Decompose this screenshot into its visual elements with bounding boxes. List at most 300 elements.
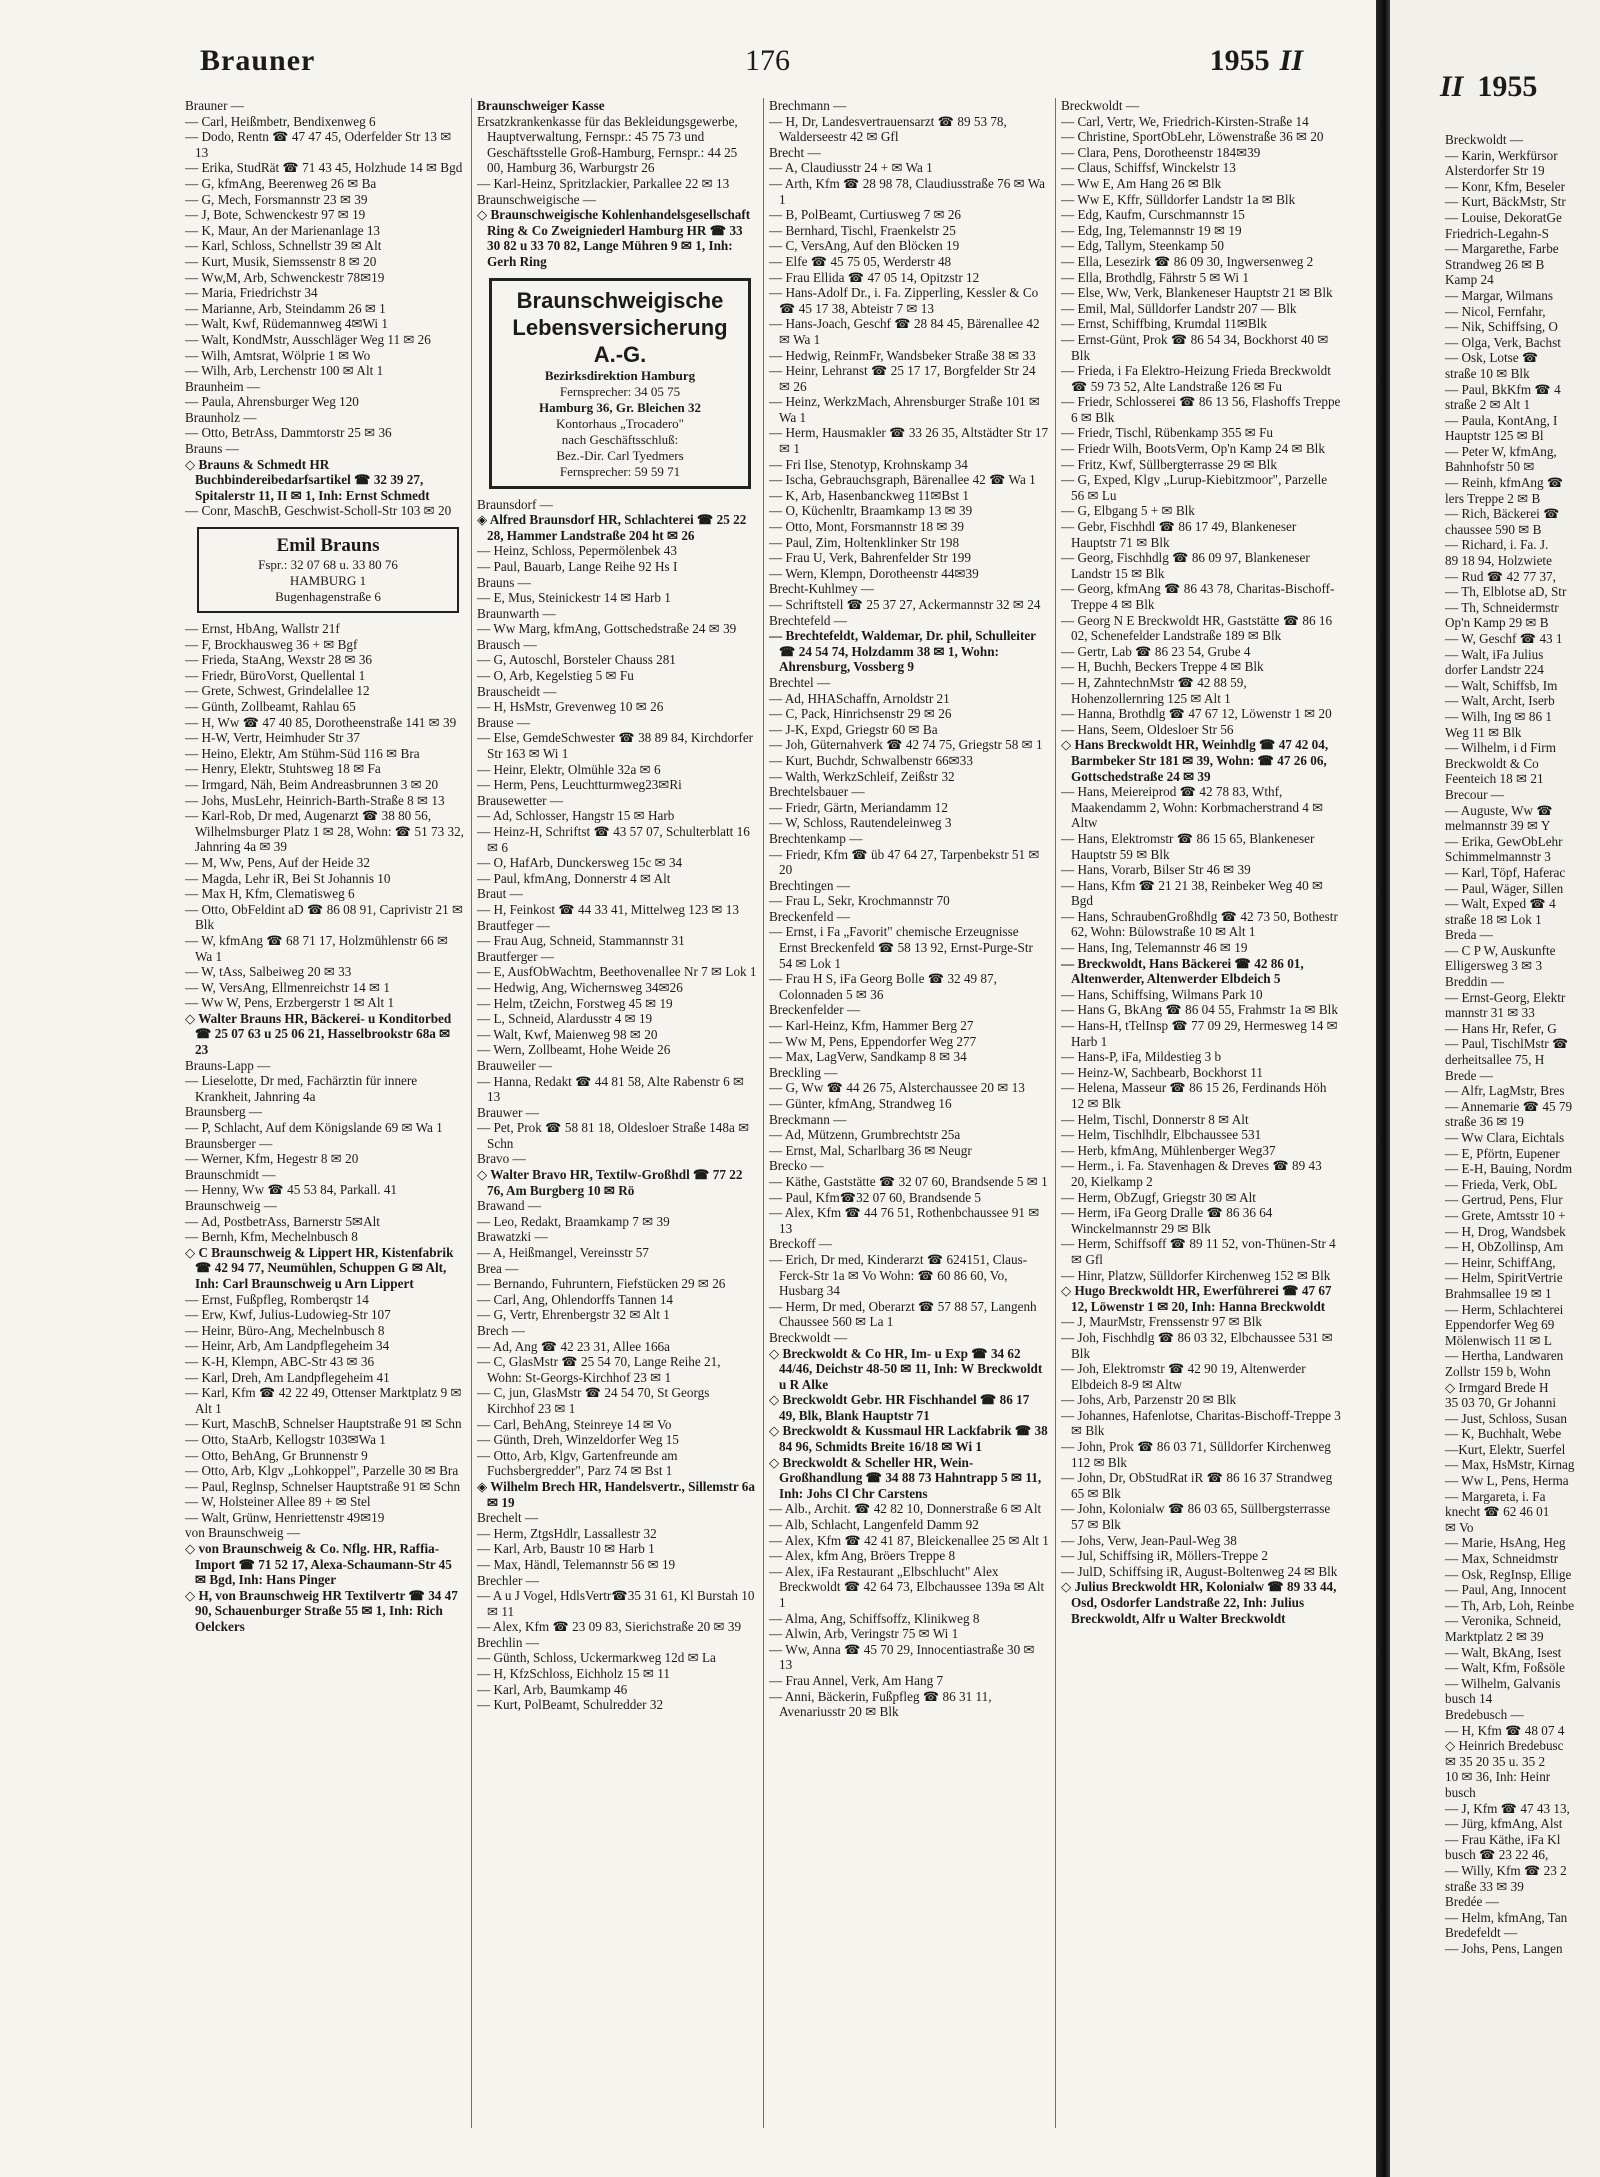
directory-entry: — Ischa, Gebrauchsgraph, Bärenallee 42 ☎ Wa 1 <box>769 472 1036 488</box>
directory-entry: — Georg, Fischhdlg ☎ 86 09 97, Blankeneser Landstr 15 ✉ Blk <box>1061 550 1310 581</box>
directory-entry: Brauns — <box>477 574 531 590</box>
adjacent-page-entry: — Margar, Wilmans <box>1445 287 1553 303</box>
directory-entry: — Paul, Bauarb, Lange Reihe 92 Hs I <box>477 558 678 574</box>
directory-entry: Braunschmidt — <box>185 1166 276 1182</box>
directory-entry: Brechtel — <box>769 674 831 690</box>
directory-entry: — Alex, Kfm ☎ 44 76 51, Rothenbchaussee 91 ✉ 13 <box>769 1205 1040 1236</box>
directory-entry: — A, Heißmangel, Vereinsstr 57 <box>477 1245 649 1261</box>
directory-entry: Breckenfeld — <box>769 908 850 924</box>
adjacent-page-entry: — Margarethe, Farbe <box>1445 241 1559 257</box>
directory-entry: — Heinr, Elektr, Olmühle 32a ✉ 6 <box>477 761 661 777</box>
directory-entry: — Karl-Rob, Dr med, Augenarzt ☎ 38 80 56, Wilhelmsburger Platz 1 ✉ 28, Wohn: ☎ 51 73 32, Jahnring 4a ✉ 39 <box>185 808 464 855</box>
directory-entry: — Alex, Kfm ☎ 42 41 87, Bleickenallee 25 ✉ Alt 1 <box>769 1532 1049 1548</box>
directory-entry: — Ella, Lesezirk ☎ 86 09 30, Ingwersenweg 2 <box>1061 253 1314 269</box>
directory-entry: — Ww, Anna ☎ 45 70 29, Innocentiastraße 30 ✉ 13 <box>769 1641 1035 1673</box>
directory-entry: — Ernst, Mal, Scharlbarg 36 ✉ Neugr <box>769 1142 972 1158</box>
directory-entry: — G, Exped, Klgv „Lurup-Kiebitzmoor", Parzelle 56 ✉ Lu <box>1061 472 1328 503</box>
directory-entry: — Walth, WerkzSchleif, Zeißstr 32 <box>769 768 955 784</box>
directory-entry: Braunschweig — <box>185 1198 277 1213</box>
ad-lv-address: Hamburg 36, Gr. Bleichen 32 <box>538 399 702 415</box>
directory-entry: — Ww W, Pens, Erzbergerstr 1 ✉ Alt 1 <box>185 995 395 1011</box>
directory-entry: — Alex, Kfm ☎ 23 09 83, Sierichstraße 20 ✉ 39 <box>477 1619 742 1635</box>
directory-entry: — E, AusfObWachtm, Beethovenallee Nr 7 ✉ Lok 1 <box>477 964 757 980</box>
adjacent-page-entry: Brahmsallee 19 ✉ 1 <box>1445 1285 1552 1301</box>
directory-entry: — Schriftstell ☎ 25 37 27, Ackermannstr 32 ✉ 24 <box>769 597 1041 612</box>
adjacent-page-column <box>1445 132 1600 1956</box>
directory-entry: — W, kfmAng ☎ 68 71 17, Holzmühlenstr 66 ✉ Wa 1 <box>185 932 449 964</box>
adjacent-page-entry: — E-H, Bauing, Nordm <box>1445 1161 1573 1177</box>
directory-entry: — Paula, Ahrensburger Weg 120 <box>185 394 359 410</box>
directory-entry: — Ernst, i Fa „Favorit" chemische Erzeugnisse Ernst Breckenfeld ☎ 58 13 92, Ernst-Purge-Str 54 ✉ Lok 1 <box>769 924 1033 971</box>
directory-entry: — Günth, Zollbeamt, Rahlau 65 <box>185 699 356 714</box>
directory-entry: — Pet, Prok ☎ 58 81 18, Oldesloer Straße 148a ✉ Schn <box>477 1120 750 1151</box>
directory-entry: — Georg, kfmAng ☎ 86 43 78, Charitas-Bischoff-Treppe 4 ✉ Blk <box>1061 581 1335 612</box>
adjacent-page-entry: — Ww Clara, Eichtals <box>1445 1130 1565 1145</box>
adjacent-page-entry: Marktplatz 2 ✉ 39 <box>1445 1629 1544 1644</box>
directory-entry: ◇ Walter Brauns HR, Bäckerei- u Konditorbed ☎ 25 07 63 u 25 06 21, Hasselbrookstr 68a ✉ 23 <box>185 1010 452 1058</box>
adjacent-page-entry: Kamp 24 <box>1445 272 1494 288</box>
directory-entry: — Hans, Vorarb, Bilser Str 46 ✉ 39 <box>1061 862 1251 878</box>
directory-entry: — Karl-Heinz, Kfm, Hammer Berg 27 <box>769 1018 974 1034</box>
directory-entry: Brecht-Kuhlmey — <box>769 581 875 597</box>
adjacent-page-entry: — Auguste, Ww ☎ <box>1445 802 1553 818</box>
adjacent-page-entry: busch ☎ 23 22 46, <box>1445 1847 1549 1863</box>
adjacent-page-entry: straße 33 ✉ 39 <box>1445 1878 1524 1894</box>
directory-entry: — Ernst, Fußpfleg, Romberqstr 14 <box>185 1291 369 1307</box>
directory-entry: — Ernst-Günt, Prok ☎ 86 54 34, Bockhorst 40 ✉ Blk <box>1061 331 1329 363</box>
directory-entry: — Otto, Arb, Klgv, Gartenfreunde am Fuchsbergredder", Parz 74 ✉ Bst 1 <box>477 1447 678 1479</box>
directory-entry: Brausewetter — <box>477 792 564 808</box>
adjacent-page-entry: busch <box>1445 1784 1476 1800</box>
adjacent-page-entry: — Karin, Werkfürsor <box>1445 147 1558 163</box>
directory-entry: — Frau L, Sekr, Krochmannstr 70 <box>769 893 950 909</box>
adjacent-page-entry: — Helm, kfmAng, Tan <box>1445 1909 1568 1925</box>
directory-entry: Brautferger — <box>477 948 555 964</box>
directory-entry: — Walt, Kwf, Rüdemannweg 4✉Wi 1 <box>185 316 388 332</box>
directory-entry: — Irmgard, Näh, Beim Andreasbrunnen 3 ✉ 20 <box>185 776 439 792</box>
directory-entry: Breckmann — <box>769 1111 847 1127</box>
directory-entry: — Carl, Ang, Ohlendorffs Tannen 14 <box>477 1291 674 1307</box>
directory-entry: — Herm., i. Fa. Stavenhagen & Dreves ☎ 89 43 20, Kielkamp 2 <box>1061 1158 1322 1189</box>
directory-entry: Brecht — <box>769 144 821 160</box>
directory-entry: Brechtefeld — <box>769 612 847 628</box>
directory-entry: — Carl, Vertr, We, Friedrich-Kirsten-Straße 14 <box>1061 113 1309 129</box>
adjacent-page-entry: — Wilhelm, Galvanis <box>1445 1675 1561 1691</box>
directory-entry: — Karl, Kfm ☎ 42 22 49, Ottenser Marktplatz 9 ✉ Alt 1 <box>185 1385 462 1416</box>
directory-entry: — J-K, Expd, Griegstr 60 ✉ Ba <box>769 721 938 737</box>
adjacent-page-entry: Bredebusch — <box>1445 1706 1524 1722</box>
directory-entry: Breckenfelder — <box>769 1002 861 1018</box>
directory-entry: — Johs, Arb, Parzenstr 20 ✉ Blk <box>1061 1392 1237 1408</box>
adjacent-page-entry: 89 18 94, Holzwiete <box>1445 553 1552 569</box>
directory-entry: — Clara, Pens, Dorotheenstr 184✉39 <box>1061 144 1261 160</box>
directory-entry: — O, Küchenltr, Braamkamp 13 ✉ 39 <box>769 503 973 519</box>
directory-entry: — Frau Ellida ☎ 47 05 14, Opitzstr 12 <box>769 269 980 285</box>
adjacent-page-entry: — Th, Schneidermstr <box>1445 599 1559 615</box>
directory-entry: Brechler — <box>477 1572 539 1588</box>
directory-entry: — H, Ww ☎ 47 40 85, Dorotheenstraße 141 ✉ 39 <box>185 714 457 730</box>
directory-entry: Breckling — <box>769 1064 838 1080</box>
adjacent-page-entry: Schimmelmannstr 3 <box>1445 849 1551 865</box>
directory-entry: — Hans-P, iFa, Mildestieg 3 b <box>1061 1049 1222 1065</box>
adjacent-page-entry: — Louise, DekoratGe <box>1445 209 1562 225</box>
directory-entry: — Alex, iFa Restaurant „Elbschlucht" Alex Breckwoldt ☎ 42 64 73, Elbchaussee 139a ✉ Alt 1 <box>769 1563 1045 1610</box>
ad-emil-phone: Fspr.: 32 07 68 u. 33 80 76 <box>258 557 398 573</box>
adjacent-page-entry: — Just, Schloss, Susan <box>1445 1410 1568 1426</box>
adjacent-page-entry: lers Treppe 2 ✉ B <box>1445 490 1541 506</box>
adjacent-page-entry: straße 2 ✉ Alt 1 <box>1445 397 1531 413</box>
column-1 <box>185 98 465 2138</box>
directory-entry: — W, tAss, Salbeiweg 20 ✉ 33 <box>185 964 352 980</box>
directory-entry: — K-H, Klempn, ABC-Str 43 ✉ 36 <box>185 1353 375 1369</box>
directory-entry: — Anni, Bäckerin, Fußpfleg ☎ 86 31 11, Avenariusstr 20 ✉ Blk <box>769 1688 992 1720</box>
directory-entry: — Max, LagVerw, Sandkamp 8 ✉ 34 <box>769 1049 967 1065</box>
directory-entry: — Kurt, PolBeamt, Schulredder 32 <box>477 1697 664 1713</box>
adjacent-page-entry: — Reinh, kfmAng ☎ <box>1445 475 1564 491</box>
adjacent-page-entry: Breckwoldt & Co <box>1445 755 1539 771</box>
directory-entry: Braunsdorf — <box>477 496 553 512</box>
directory-entry: — Hans, Seem, Oldesloer Str 56 <box>1061 721 1234 737</box>
directory-entry: — Maria, Friedrichstr 34 <box>185 285 318 301</box>
directory-entry: — Helena, Masseur ☎ 86 15 26, Ferdinands Höh 12 ✉ Blk <box>1061 1080 1327 1111</box>
adjacent-page-entry: — Osk, RegInsp, Ellige <box>1445 1566 1572 1582</box>
directory-entry: — Otto, Arb, Klgv „Lohkoppel", Parzelle 30 ✉ Bra <box>185 1463 459 1479</box>
directory-entry: — Dodo, Rentn ☎ 47 47 45, Oderfelder Str 13 ✉ 13 <box>185 129 452 160</box>
directory-entry: — Joh, Elektromstr ☎ 42 90 19, Altenwerder Elbdeich 8-9 ✉ Altw <box>1061 1361 1306 1392</box>
adjacent-page-entry: — Th, Elblotse aD, Str <box>1445 584 1567 600</box>
adjacent-page-entry: Brecour — <box>1445 786 1504 802</box>
adjacent-page-entry: Alsterdorfer Str 19 <box>1445 163 1545 179</box>
directory-entry: ◇ von Braunschweig & Co. Nflg. HR, Raffia-Import ☎ 71 52 17, Alexa-Schaumann-Str 45 ✉ Bgd, Inh: Hans Pinger <box>185 1541 452 1588</box>
directory-entry: — Friedr, BüroVorst, Quellental 1 <box>185 667 366 683</box>
adjacent-page-entry: — Annemarie ☎ 45 79 <box>1445 1098 1573 1114</box>
adjacent-page-entry: — Paul, TischlMstr ☎ <box>1445 1036 1569 1052</box>
ad-emil-city: HAMBURG 1 <box>289 573 367 589</box>
adjacent-page-entry: — Frieda, Verk, ObL <box>1445 1176 1558 1192</box>
directory-entry: — H, Feinkost ☎ 44 33 41, Mittelweg 123 ✉ 13 <box>477 901 739 917</box>
adjacent-page-entry: — Johs, Pens, Langen <box>1445 1940 1563 1956</box>
directory-entry: — Otto, Mont, Forsmannstr 18 ✉ 39 <box>769 519 964 535</box>
directory-entry: Brawand — <box>477 1198 542 1214</box>
directory-entry: — Fri Ilse, Stenotyp, Krohnskamp 34 <box>769 456 968 472</box>
directory-entry: — Frieda, i Fa Elektro-Heizung Frieda Breckwoldt ☎ 59 73 52, Alte Landstraße 126 ✉ Fu <box>1061 363 1331 394</box>
directory-entry: Brauns — <box>185 441 239 457</box>
adjacent-page-entry: — Walt, iFa Julius <box>1445 646 1544 662</box>
directory-entry: — Joh, Güternahverk ☎ 42 74 75, Griegstr 58 ✉ 1 <box>769 737 1043 753</box>
directory-entry: — Günter, kfmAng, Strandweg 16 <box>769 1096 952 1111</box>
adjacent-page-entry: ✉ 35 20 35 u. 35 2 <box>1445 1753 1546 1769</box>
column-rule <box>1055 98 1056 2128</box>
adjacent-page-entry: straße 36 ✉ 19 <box>1445 1114 1524 1130</box>
directory-entry: — Hans, Elektromstr ☎ 86 15 65, Blankeneser Hauptstr 59 ✉ Blk <box>1061 830 1315 862</box>
directory-entry: — John, Dr, ObStudRat iR ☎ 86 16 37 Strandweg 65 ✉ Blk <box>1061 1470 1333 1501</box>
directory-entry: — Carl, Heißmbetr, Bendixenweg 6 <box>185 113 376 129</box>
directory-entry: — Herb, kfmAng, Mühlenberger Weg37 <box>1061 1142 1276 1158</box>
adjacent-page-entry: — Walt, Exped ☎ 4 <box>1445 896 1556 912</box>
adjacent-page-entry: — Karl, Töpf, Haferac <box>1445 864 1566 880</box>
adjacent-page-entry: — Olga, Verk, Bachst <box>1445 334 1561 350</box>
adjacent-page-entry: — Marie, HsAng, Heg <box>1445 1535 1566 1551</box>
directory-entry: — Frau H S, iFa Georg Bolle ☎ 32 49 87, Colonnaden 5 ✉ 36 <box>769 971 997 1002</box>
directory-entry: — Herm, Pens, Leuchtturmweg23✉Ri <box>477 777 682 793</box>
adjacent-page-entry: — Konr, Kfm, Beseler <box>1445 178 1565 194</box>
ad-emil-name: Emil Brauns <box>276 535 380 557</box>
directory-entry: — Brechtefeldt, Waldemar, Dr. phil, Schulleiter ☎ 24 54 74, Holzdamm 38 ✉ 1, Wohn: Ahrensburg, Vossberg 9 <box>769 628 1036 675</box>
directory-entry: — O, Arb, Kegelstieg 5 ✉ Fu <box>477 668 634 684</box>
directory-entry: — Friedr, Kfm ☎ üb 47 64 27, Tarpenbekstr 51 ✉ 20 <box>769 846 1040 878</box>
directory-entry: — Henry, Elektr, Stuhtsweg 18 ✉ Fa <box>185 761 381 777</box>
adjacent-page-entry: Op'n Kamp 29 ✉ B <box>1445 615 1549 631</box>
directory-entry: — Günth, Dreh, Winzeldorfer Weg 15 <box>477 1432 679 1448</box>
adjacent-page-entry: — H, Kfm ☎ 48 07 4 <box>1445 1722 1565 1738</box>
adjacent-page-entry: Mölenwisch 11 ✉ L <box>1445 1332 1552 1348</box>
adjacent-page-entry: Breddin — <box>1445 974 1504 990</box>
adjacent-page-entry: — Gertrud, Pens, Flur <box>1445 1192 1563 1208</box>
directory-entry: Braunsberger — <box>185 1135 273 1151</box>
directory-entry: — Herm, iFa Georg Dralle ☎ 86 36 64 Winckelmannstr 29 ✉ Blk <box>1061 1205 1273 1236</box>
directory-entry: ◇ Brauns & Schmedt HR Buchbindereibedarfsartikel ☎ 32 39 27, Spitalerstr 11, II ✉ 1, Inh: Ernst Schmedt <box>185 456 430 503</box>
directory-entry: — Else, Ww, Verk, Blankeneser Hauptstr 21 ✉ Blk <box>1061 285 1333 301</box>
adjacent-page-entry: busch 14 <box>1445 1691 1493 1707</box>
column-rule <box>763 98 764 2128</box>
directory-entry: — Edg, Kaufm, Curschmannstr 15 <box>1061 207 1245 223</box>
adjacent-page-entry: Zollstr 159 b, Wohn <box>1445 1363 1551 1379</box>
directory-entry: — Walt, KondMstr, Ausschläger Weg 11 ✉ 26 <box>185 331 431 347</box>
directory-entry: — Hans-Adolf Dr., i. Fa. Zipperling, Kessler & Co ☎ 45 17 38, Abteistr 7 ✉ 13 <box>769 285 1039 316</box>
ad-lv-line1: Braunschweigische <box>516 287 724 313</box>
directory-entry: — Johs, Verw, Jean-Paul-Weg 38 <box>1061 1532 1237 1548</box>
directory-entry: — Henny, Ww ☎ 45 53 84, Parkall. 41 <box>185 1182 398 1198</box>
directory-entry: — Hanna, Redakt ☎ 44 81 58, Alte Rabenstr 6 ✉ 13 <box>477 1073 745 1105</box>
directory-entry: — G, Mech, Forsmannstr 23 ✉ 39 <box>185 191 368 207</box>
directory-entry: — H, KfzSchloss, Eichholz 15 ✉ 11 <box>477 1666 670 1682</box>
directory-entry: — K, Arb, Hasenbanckweg 11✉Bst 1 <box>769 487 969 503</box>
directory-entry: Brausch — <box>477 636 537 652</box>
adjacent-page-entry: — Hertha, Landwaren <box>1445 1348 1564 1364</box>
directory-entry: Brause — <box>477 714 531 730</box>
directory-entry: — Hedwig, ReinmFr, Wandsbeker Straße 38 ✉ 33 <box>769 347 1036 363</box>
directory-entry: — H, HsMstr, Grevenweg 10 ✉ 26 <box>477 699 664 715</box>
ad-emil-street: Bugenhagenstraße 6 <box>275 589 381 605</box>
ad-lv-line2: Lebensversicherung <box>512 314 728 340</box>
adjacent-page-entry: Strandweg 26 ✉ B <box>1445 256 1545 272</box>
adjacent-page-entry: — Max, Schneidmstr <box>1445 1551 1559 1567</box>
directory-entry: — Magda, Lehr iR, Bei St Johannis 10 <box>185 870 391 886</box>
directory-entry: ◇ Breckwoldt Gebr. HR Fischhandel ☎ 86 17 49, Blk, Blank Hauptstr 71 <box>769 1392 1030 1423</box>
adjacent-page-entry: straße 10 ✉ Blk <box>1445 365 1530 381</box>
directory-entry: Brautfeger — <box>477 917 550 933</box>
directory-entry: Breckwoldt — <box>769 1329 848 1345</box>
directory-entry: — Hans G, BkAng ☎ 86 04 55, Frahmstr 1a ✉ Blk <box>1061 1002 1338 1018</box>
adjacent-page-entry: — Paula, KontAng, I <box>1445 412 1558 428</box>
adjacent-page-entry: — W, Geschf ☎ 43 1 <box>1445 631 1563 646</box>
adjacent-page-entry: Weg 11 ✉ Blk <box>1445 724 1522 740</box>
directory-entry: ◇ Breckwoldt & Kussmaul HR Lackfabrik ☎ 38 84 96, Schmidts Breite 16/18 ✉ Wi 1 <box>769 1423 1048 1455</box>
directory-entry: — Jul, Schiffsing iR, Möllers-Treppe 2 <box>1061 1548 1268 1564</box>
directory-entry: Brech — <box>477 1323 525 1338</box>
adjacent-page-entry: Breda — <box>1445 927 1493 943</box>
directory-entry: — A u J Vogel, HdlsVertr☎35 31 61, Kl Burstah 10 ✉ 11 <box>477 1588 755 1619</box>
directory-entry: Brauscheidt — <box>477 683 557 699</box>
directory-entry: Brawatzki — <box>477 1229 548 1245</box>
directory-entry: — Frau Annel, Verk, Am Hang 7 <box>769 1672 944 1688</box>
directory-entry: — Werner, Kfm, Hegestr 8 ✉ 20 <box>185 1151 359 1167</box>
directory-entry: — Edg, Tallym, Steenkamp 50 <box>1061 238 1224 254</box>
directory-entry: — Erika, StudRät ☎ 71 43 45, Holzhude 14 ✉ Bgd <box>185 160 463 176</box>
directory-entry: Brecko — <box>769 1158 824 1174</box>
directory-entry: — Heinz-H, Schriftst ☎ 43 57 07, Schulterblatt 16 ✉ 6 <box>477 824 750 855</box>
adjacent-page-entry: — Walt, Kfm, Foßsöle <box>1445 1660 1565 1676</box>
directory-entry: — Ww M, Pens, Eppendorfer Weg 277 <box>769 1033 977 1049</box>
directory-entry: ◇ Hugo Breckwoldt HR, Ewerführerei ☎ 47 67 12, Löwenstr 1 ✉ 20, Inh: Hanna Breckwoldt <box>1061 1283 1332 1314</box>
column-3 <box>769 98 1049 2138</box>
directory-entry: — Carl, BehAng, Steinreye 14 ✉ Vo <box>477 1416 672 1432</box>
directory-entry: — Herm, Hausmakler ☎ 33 26 35, Altstädter Str 17 ✉ 1 <box>769 425 1049 457</box>
adjacent-page-entry: melmannstr 39 ✉ Y <box>1445 818 1551 834</box>
ad-lv-kontor: Kontorhaus „Trocadero" <box>556 415 684 431</box>
directory-entry: — H, Dr, Landesvertrauensarzt ☎ 89 53 78, Walderseestr 42 ✉ Gfl <box>769 113 1007 145</box>
directory-entry: ◇ H, von Braunschweig HR Textilvertr ☎ 34 47 90, Schauenburger Straße 55 ✉ 1, Inh: Rich Oelckers <box>185 1587 458 1635</box>
adjacent-page-entry: — Paul, BkKfm ☎ 4 <box>1445 381 1561 397</box>
directory-entry: ◇ Breckwoldt & Co HR, Im- u Exp ☎ 34 62 44/46, Deichstr 48-50 ✉ 11, Inh: W Breckwoldt u R Alke <box>769 1345 1043 1392</box>
ad-lv-after-hours: nach Geschäftsschluß: <box>561 431 679 447</box>
directory-entry: — Wern, Klempn, Dorotheenstr 44✉39 <box>769 565 979 581</box>
directory-entry: — Kurt, MaschB, Schnelser Hauptstraße 91 ✉ Schn <box>185 1416 462 1432</box>
adjacent-page-entry: — E, Pförtn, Eupener <box>1445 1145 1560 1161</box>
adjacent-page-entry: 35 03 70, Gr Johanni <box>1445 1395 1556 1411</box>
directory-entry: — Bernhard, Tischl, Fraenkelstr 25 <box>769 222 956 238</box>
directory-entry: — Frau Aug, Schneid, Stammannstr 31 <box>477 933 685 949</box>
directory-entry: Brauweiler — <box>477 1057 553 1073</box>
adjacent-page-entry: Breckwoldt — <box>1445 132 1524 147</box>
directory-entry: — Ad, Schlosser, Hangstr 15 ✉ Harb <box>477 808 675 824</box>
adjacent-page-entry: — Grete, Amtsstr 10 + <box>1445 1207 1566 1223</box>
column-4 <box>1061 98 1341 2138</box>
directory-entry: — Karl, Arb, Baumkamp 46 <box>477 1681 628 1697</box>
directory-entry: — Walt, Kwf, Maienweg 98 ✉ 20 <box>477 1026 658 1042</box>
running-head <box>200 44 1303 84</box>
directory-entry: ◇ Braunschweigische Kohlenhandelsgesellschaft Ring & Co Zweigniederl Hamburg HR ☎ 33 30 82 u 33 70 82, Lange Mühren 9 ✉ 1, Inh: Gerh Ring <box>477 207 751 269</box>
directory-entry: — Frieda, StaAng, Wexstr 28 ✉ 36 <box>185 652 373 668</box>
adjacent-page-entry: — J, Kfm ☎ 47 43 13, <box>1445 1800 1570 1816</box>
directory-entry: Braunsberg — <box>185 1104 263 1120</box>
directory-entry: — Walt, Grünw, Henriettenstr 49✉19 <box>185 1509 385 1525</box>
directory-entry: — Karl, Arb, Baustr 10 ✉ Harb 1 <box>477 1541 655 1557</box>
ad-lebensversicherung <box>489 278 751 489</box>
adjacent-page-entry: — Kurt, BäckMstr, Str <box>1445 194 1566 210</box>
adjacent-page-entry: derheitsallee 75, H <box>1445 1052 1545 1068</box>
directory-entry: — John, Kolonialw ☎ 86 03 65, Süllbergsterrasse 57 ✉ Blk <box>1061 1501 1331 1533</box>
directory-entry: — Frau U, Verk, Bahrenfelder Str 199 <box>769 550 971 566</box>
directory-entry: — Emil, Mal, Sülldorfer Landstr 207 — Blk <box>1061 300 1297 316</box>
directory-entry: — Hans, Schiffsing, Wilmans Park 10 <box>1061 986 1263 1002</box>
adjacent-page-entry: — Max, HsMstr, Kirnag <box>1445 1457 1575 1473</box>
directory-entry: — Max H, Kfm, Clematisweg 6 <box>185 886 355 902</box>
directory-entry: — Wern, Zollbeamt, Hohe Weide 26 <box>477 1042 671 1058</box>
directory-entry: — Hanna, Brothdlg ☎ 47 67 12, Löwenstr 1 ✉ 20 <box>1061 706 1332 722</box>
adjacent-page-entry: — Nicol, Fernfahr, <box>1445 303 1546 319</box>
directory-entry: — Ww Marg, kfmAng, Gottschedstraße 24 ✉ 39 <box>477 621 737 637</box>
directory-entry: — Hans, Meiereiprod ☎ 42 78 83, Wthf, Maakendamm 2, Wohn: Korbmacherstrand 4 ✉ Altw <box>1061 784 1324 831</box>
adjacent-page-entry: — K, Buchhalt, Webe <box>1445 1426 1562 1442</box>
directory-entry: Braunholz — <box>185 409 257 425</box>
directory-entry: — Friedr, Gärtn, Meriandamm 12 <box>769 799 948 815</box>
directory-entry: — Ad, PostbetrAss, Barnerstr 5✉Alt <box>185 1213 380 1229</box>
directory-columns <box>185 98 1355 2138</box>
directory-entry: — G, Elbgang 5 + ✉ Blk <box>1061 503 1195 519</box>
directory-entry: — Günth, Schloss, Uckermarkweg 12d ✉ La <box>477 1650 716 1666</box>
ad-lv-director: Bez.-Dir. Carl Tyedmers <box>556 447 684 463</box>
directory-entry: — Ernst, HbAng, Wallstr 21f <box>185 621 340 637</box>
adjacent-page-entry: ◇ Heinrich Bredebusc <box>1445 1738 1564 1754</box>
directory-entry: ◇ Hans Breckwoldt HR, Weinhdlg ☎ 47 42 04, Barmbeker Str 181 ✉ 39, Wohn: ☎ 47 26 06, Gottschedstraße 24 ✉ 39 <box>1061 737 1329 784</box>
directory-entry: Braunwarth — <box>477 605 556 621</box>
directory-entry: — Hans-H, tTelInsp ☎ 77 09 29, Hermesweg 14 ✉ Harb 1 <box>1061 1018 1338 1049</box>
adjacent-page-entry: — Veronika, Schneid, <box>1445 1613 1562 1629</box>
directory-entry: — Ww E, Am Hang 26 ✉ Blk <box>1061 175 1222 191</box>
adjacent-page-entry: — Th, Arb, Loh, Reinbe <box>1445 1597 1575 1613</box>
directory-entry: ◇ Julius Breckwoldt HR, Kolonialw ☎ 89 33 44, Osd, Osdorfer Landstraße 22, Inh: Julius Breckwoldt, Alfr u Walter Breckwoldt <box>1061 1579 1337 1626</box>
directory-entry: Brechelt — <box>477 1510 539 1526</box>
directory-entry: — Alwin, Arb, Veringstr 75 ✉ Wi 1 <box>769 1626 959 1642</box>
adjacent-page-entry: Friedrich-Legahn-S <box>1445 225 1549 241</box>
adjacent-page-entry: Feenteich 18 ✉ 21 <box>1445 771 1544 787</box>
ad-lv-dir: Bezirksdirektion Hamburg <box>544 367 696 383</box>
directory-entry: — Alex, kfm Ang, Bröers Treppe 8 <box>769 1548 956 1564</box>
directory-entry: — Paul, kfmAng, Donnerstr 4 ✉ Alt <box>477 870 671 886</box>
directory-entry: — C, VersAng, Auf den Blöcken 19 <box>769 238 960 254</box>
directory-entry: — Ernst, Schiffbing, Krumdal 11✉Blk <box>1061 316 1267 332</box>
adjacent-page-header: II 1955 <box>1440 70 1538 103</box>
directory-entry: — Helm, Tischlhdlr, Elbchaussee 531 <box>1061 1127 1262 1143</box>
directory-entry: — O, HafArb, Dunckersweg 15c ✉ 34 <box>477 855 683 871</box>
adjacent-page-entry: knecht ☎ 62 46 01 <box>1445 1504 1550 1520</box>
directory-entry: — B, PolBeamt, Curtiusweg 7 ✉ 26 <box>769 207 962 223</box>
directory-entry: — Karl, Schloss, Schnellstr 39 ✉ Alt <box>185 238 382 254</box>
directory-entry: Brauner — <box>185 98 244 113</box>
directory-entry: — Ella, Brothdlg, Fährstr 5 ✉ Wi 1 <box>1061 269 1249 285</box>
header-year: 1955 II <box>1209 44 1303 77</box>
directory-entry: Braut — <box>477 886 523 902</box>
adjacent-page-entry: — Walt, Archt, Iserb <box>1445 693 1555 709</box>
directory-entry: — C, Pack, Hinrichsenstr 29 ✉ 26 <box>769 706 952 722</box>
adjacent-page-entry: — Herm, Schlachterei <box>1445 1301 1564 1317</box>
adjacent-page-entry: — Erika, GewObLehr <box>1445 833 1563 849</box>
adjacent-page-entry: — H, Drog, Wandsbek <box>1445 1223 1566 1239</box>
directory-entry: — C, GlasMstr ☎ 25 54 70, Lange Reihe 21, Wohn: St-Georgs-Kirchhof 23 ✉ 1 <box>477 1354 721 1385</box>
directory-entry: Braunschweiger Kasse <box>477 98 605 113</box>
directory-entry: — H, ZahntechnMstr ☎ 42 88 59, Hohenzollernring 125 ✉ Alt 1 <box>1061 674 1247 706</box>
directory-entry: — Heinr, Lehranst ☎ 25 17 17, Borgfelder Str 24 ✉ 26 <box>769 363 1036 394</box>
directory-entry: — Karl-Heinz, Spritzlackier, Parkallee 22 ✉ 13 <box>477 175 730 191</box>
adjacent-page-entry: — Walt, Schiffsb, Im <box>1445 677 1558 693</box>
directory-entry: — G, kfmAng, Beerenweg 26 ✉ Ba <box>185 175 377 191</box>
directory-entry: — John, Prok ☎ 86 03 71, Sülldorfer Kirchenweg 112 ✉ Blk <box>1061 1439 1331 1470</box>
directory-entry: — G, Vertr, Ehrenbergstr 32 ✉ Alt 1 <box>477 1307 670 1323</box>
adjacent-page-entry: — Jürg, kfmAng, Alst <box>1445 1816 1563 1832</box>
directory-entry: — Käthe, Gaststätte ☎ 32 07 60, Brandsende 5 ✉ 1 <box>769 1173 1048 1189</box>
directory-entry: — W, Schloss, Rautendeleinweg 3 <box>769 815 952 831</box>
directory-entry: — W, Holsteiner Allee 89 + ✉ Stel <box>185 1494 371 1510</box>
directory-entry: — Lieselotte, Dr med, Fachärztin für innere Krankheit, Jahnring 4a <box>185 1073 418 1104</box>
adjacent-page-entry: — Frau Käthe, iFa Kl <box>1445 1831 1561 1847</box>
directory-entry: — Herm, Dr med, Oberarzt ☎ 57 88 57, Langenh Chaussee 560 ✉ La 1 <box>769 1298 1037 1330</box>
directory-entry: — Wilh, Arb, Lerchenstr 100 ✉ Alt 1 <box>185 363 384 379</box>
directory-entry: — Max, Händl, Telemannstr 56 ✉ 19 <box>477 1556 676 1572</box>
adjacent-page-entry: Eppendorfer Weg 69 <box>1445 1317 1555 1333</box>
adjacent-page-entry: — Alfr, LagMstr, Bres <box>1445 1083 1565 1099</box>
directory-entry: Brauwer — <box>477 1104 539 1120</box>
